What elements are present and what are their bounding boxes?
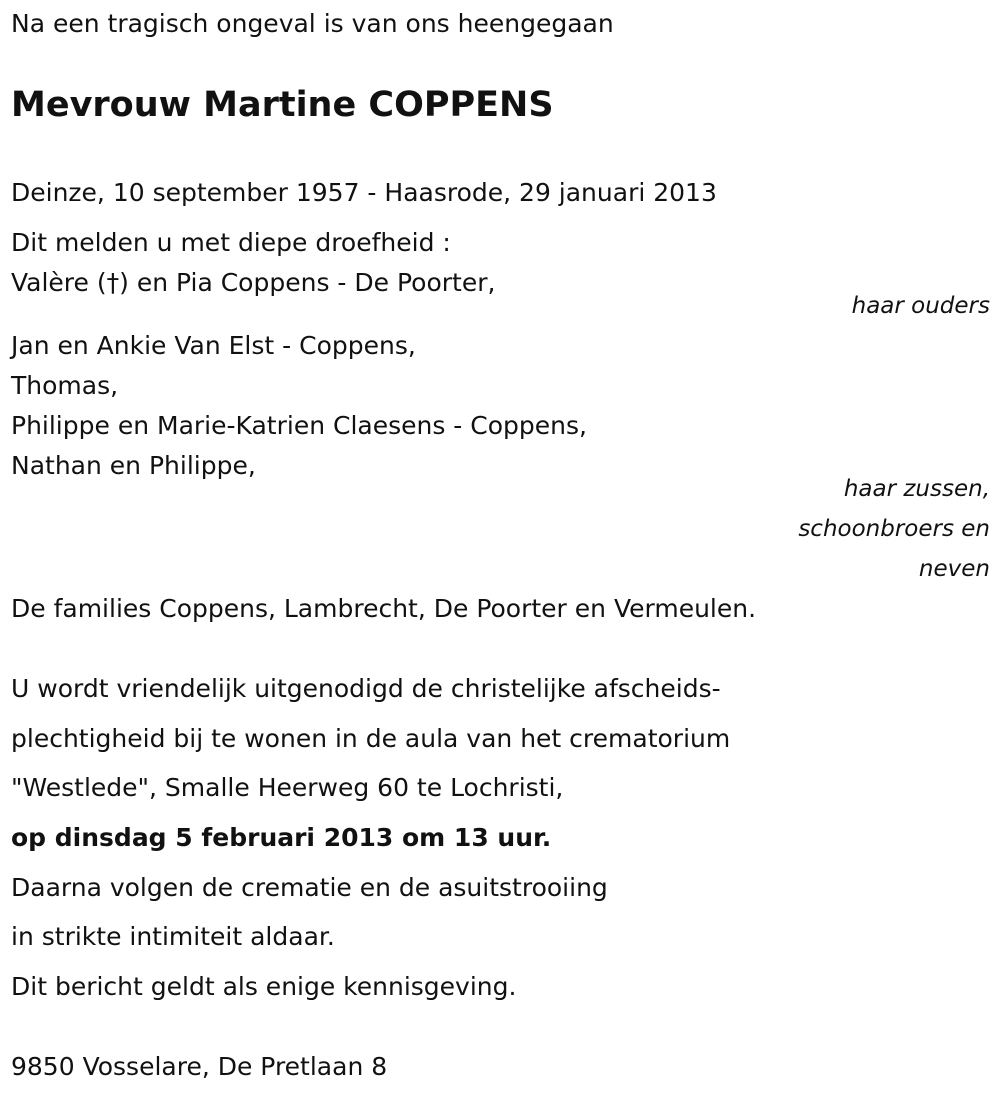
siblings-role-line: neven bbox=[918, 556, 990, 582]
sibling-line: Philippe en Marie-Katrien Claesens - Coppens, bbox=[11, 411, 587, 440]
ceremony-line: U wordt vriendelijk uitgenodigd de christelijke afscheids- bbox=[11, 674, 721, 703]
sibling-line: Nathan en Philippe, bbox=[11, 451, 256, 480]
announcement-text: Dit melden u met diepe droefheid : bbox=[11, 228, 451, 257]
parents-names: Valère (†) en Pia Coppens - De Poorter, bbox=[11, 268, 496, 297]
birth-death-dates: Deinze, 10 september 1957 - Haasrode, 29 januari 2013 bbox=[11, 178, 717, 207]
ceremony-line: "Westlede", Smalle Heerweg 60 te Lochristi, bbox=[11, 773, 564, 802]
notice-statement: Dit bericht geldt als enige kennisgeving. bbox=[11, 972, 517, 1001]
ceremony-date-time: op dinsdag 5 februari 2013 om 13 uur. bbox=[11, 823, 552, 852]
deceased-name: Mevrouw Martine COPPENS bbox=[11, 85, 554, 125]
ceremony-line: plechtigheid bij te wonen in de aula van het crematorium bbox=[11, 724, 731, 753]
family-address: 9850 Vosselare, De Pretlaan 8 bbox=[11, 1052, 388, 1081]
ceremony-line: in strikte intimiteit aldaar. bbox=[11, 922, 335, 951]
siblings-role-line: schoonbroers en bbox=[798, 516, 990, 542]
intro-text: Na een tragisch ongeval is van ons heengegaan bbox=[11, 9, 614, 38]
families-text: De families Coppens, Lambrecht, De Poorter en Vermeulen. bbox=[11, 594, 757, 623]
sibling-line: Jan en Ankie Van Elst - Coppens, bbox=[11, 331, 416, 360]
sibling-line: Thomas, bbox=[11, 371, 119, 400]
siblings-role-line: haar zussen, bbox=[843, 476, 990, 502]
parents-role: haar ouders bbox=[851, 293, 990, 319]
ceremony-line: Daarna volgen de crematie en de asuitstrooiing bbox=[11, 873, 608, 902]
